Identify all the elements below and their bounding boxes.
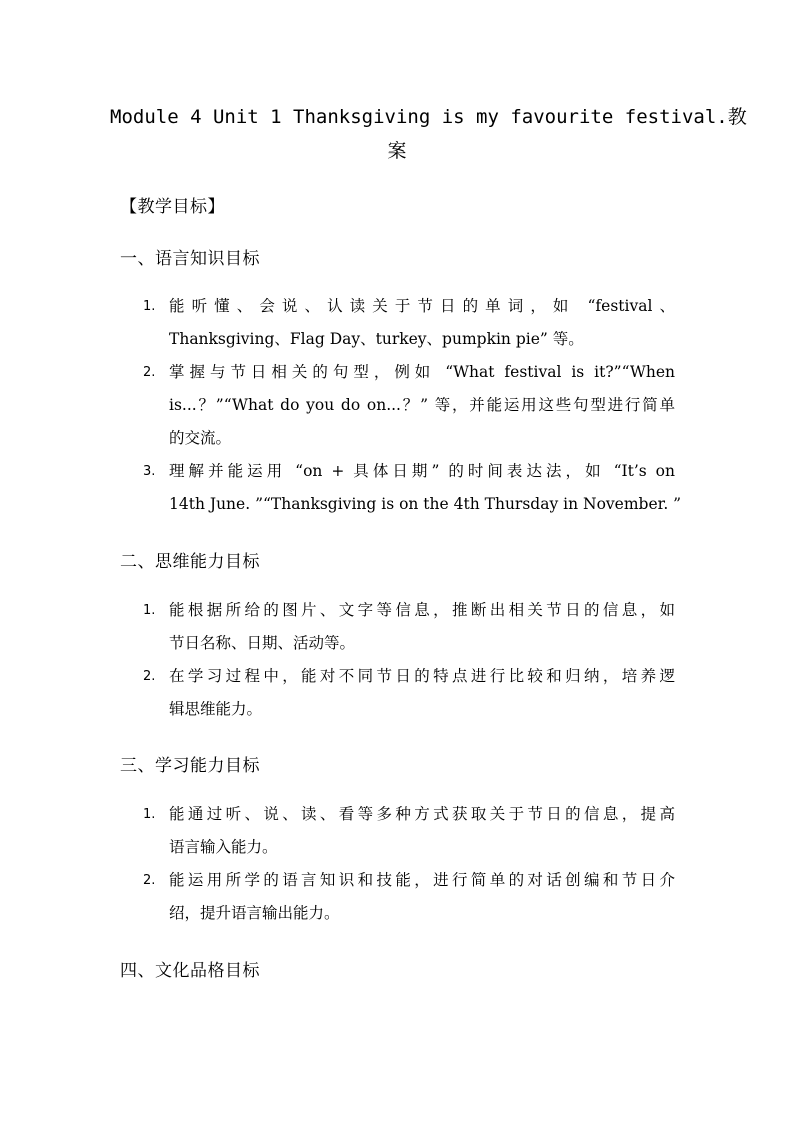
list-item: [143, 455, 682, 521]
list-item-line: 在学习过程中，能对不同节日的特点进行比较和归纳，培养逻: [169, 667, 675, 685]
list-item: [143, 864, 675, 930]
list-item-line: 节日名称、日期、活动等。: [169, 634, 356, 652]
list-item-line: 的交流。: [169, 429, 232, 447]
learning-ability-list: [143, 798, 675, 930]
list-item-line: is...？”“What do you do on...？” 等，并能运用这些句型进行简单: [169, 396, 675, 414]
list-item-line: 绍，提升语言输出能力。: [169, 904, 340, 922]
list-item-number: 1.: [143, 807, 156, 822]
list-item-line: 能根据所给的图片、文字等信息，推断出相关节日的信息，如: [169, 601, 675, 619]
list-item-number: 2.: [143, 365, 156, 380]
list-item-number: 3.: [143, 464, 156, 479]
list-item: [143, 594, 675, 660]
list-item: [143, 660, 675, 726]
section-heading-cultural-character: 四、文化品格目标: [120, 961, 260, 981]
list-item-line: 语言输入能力。: [169, 838, 278, 856]
list-item-line: 14th June. ”“Thanksgiving is on the 4th Thursday in November. ”: [169, 495, 682, 513]
section-heading-language-knowledge: 一、语言知识目标: [120, 249, 260, 269]
language-knowledge-list: [143, 290, 682, 521]
list-item-line: 辑思维能力。: [169, 700, 263, 718]
list-item-line: 能通过听、说、读、看等多种方式获取关于节日的信息，提高: [169, 805, 675, 823]
title-line-1: Module 4 Unit 1 Thanksgiving is my favourite festival.教: [110, 106, 747, 128]
list-item-line: Thanksgiving、Flag Day、turkey、pumpkin pie” 等。: [169, 330, 584, 348]
section-heading-learning-ability: 三、学习能力目标: [120, 756, 260, 776]
list-item: [143, 798, 675, 864]
list-item-number: 2.: [143, 873, 156, 888]
section-heading-thinking-ability: 二、思维能力目标: [120, 552, 260, 572]
thinking-ability-list: [143, 594, 675, 726]
list-item: [143, 290, 675, 356]
list-item-line: 掌握与节日相关的句型，例如 “What festival is it?”“When: [169, 363, 675, 381]
teaching-goals-heading: 【教学目标】: [120, 197, 225, 217]
list-item-line: 能听懂、会说、认读关于节日的单词，如 “festival、: [169, 297, 675, 315]
list-item-number: 1.: [143, 299, 156, 314]
title-line-2: 案: [387, 140, 407, 162]
document-title: [110, 100, 747, 168]
list-item-line: 理解并能运用 “on + 具体日期” 的时间表达法，如 “It’s on: [169, 462, 675, 480]
list-item-number: 1.: [143, 603, 156, 618]
list-item-line: 能运用所学的语言知识和技能，进行简单的对话创编和节日介: [169, 871, 675, 889]
list-item-number: 2.: [143, 669, 156, 684]
list-item: [143, 356, 675, 455]
